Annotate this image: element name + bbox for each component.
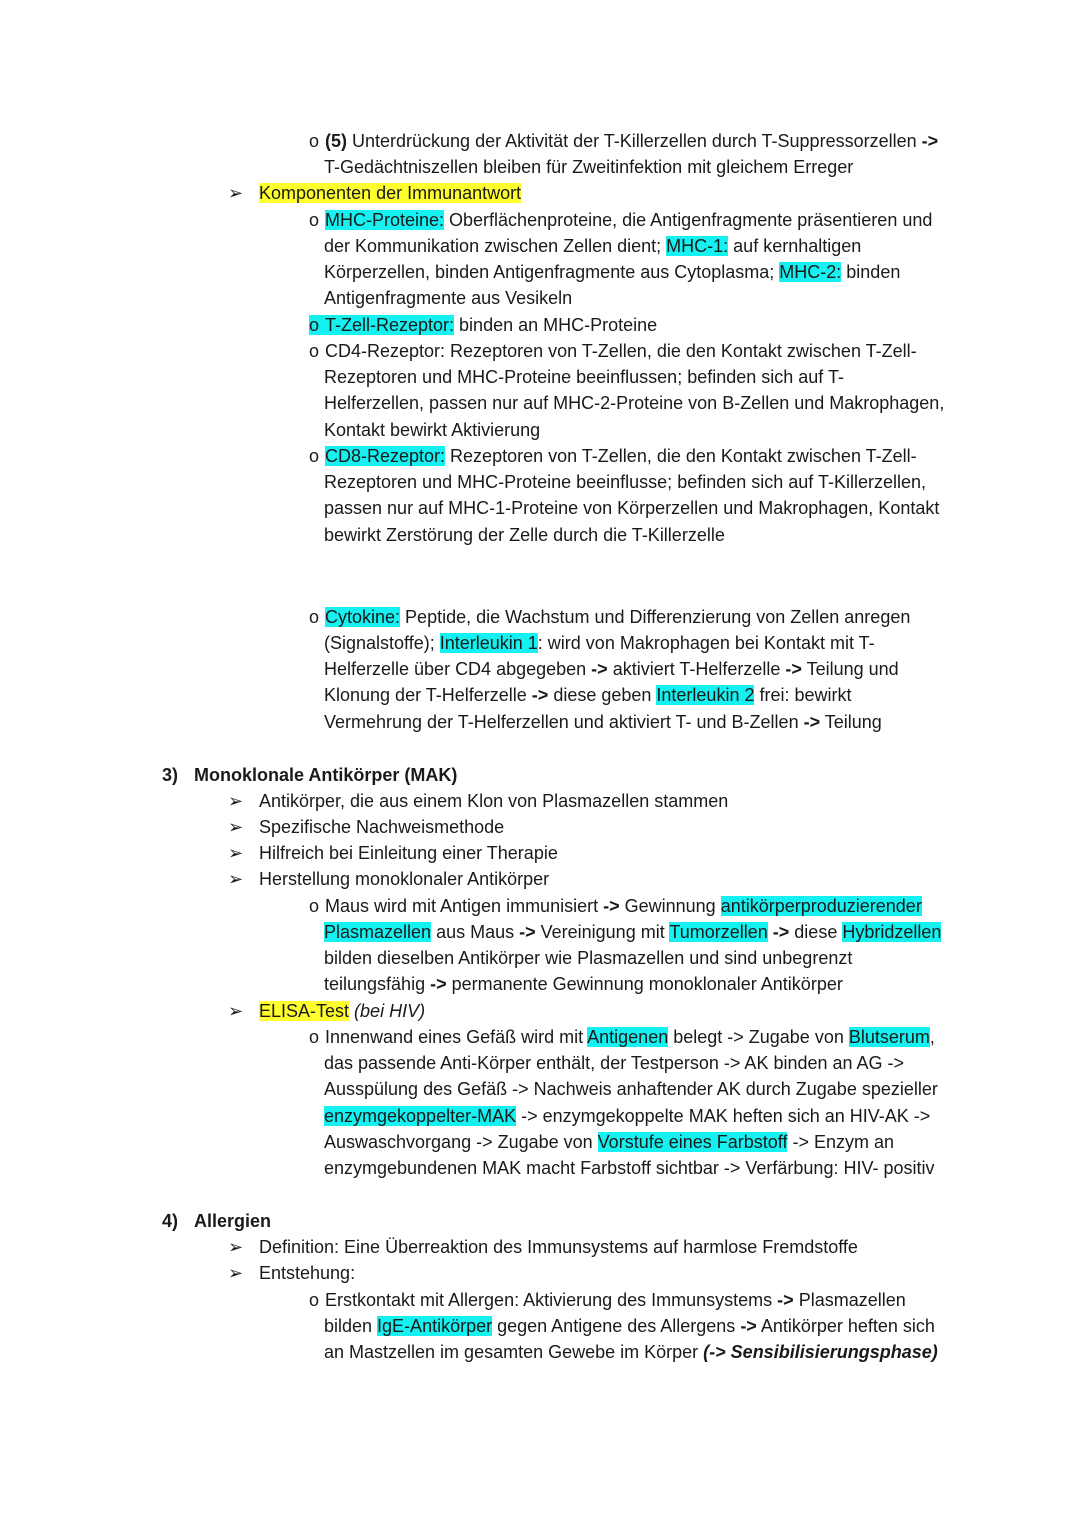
- tzell-term-highlight: [309, 315, 454, 335]
- tzell-text: binden an MHC-Proteine: [454, 315, 658, 335]
- erst-highlight: IgE-Antikörper: [377, 1316, 493, 1336]
- mhc-line1: [309, 207, 932, 233]
- elisa-subtitle: (bei HIV): [349, 1001, 426, 1021]
- maus-highlight: Hybridzellen: [842, 922, 942, 942]
- cytokine-text: Peptide, die Wachstum und Differenzierung von Zellen anregen: [400, 607, 911, 627]
- mhc-line3: [324, 259, 900, 285]
- interleukin1-term: Interleukin 1: [439, 633, 538, 653]
- erst-line3: [324, 1339, 938, 1365]
- elisa-highlight: Antigenen: [587, 1027, 669, 1047]
- cytokine-text: (Signalstoffe);: [324, 633, 440, 653]
- elisa-line6: enzymgebundenen MAK macht Farbstoff sichtbar -> Verfärbung: HIV- positiv: [324, 1158, 935, 1178]
- mhc-text: Körperzellen, binden Antigenfragmente aus Cytoplasma;: [324, 262, 780, 282]
- maus-highlight: antikörperproduzierender: [720, 896, 922, 916]
- step5-line1: [309, 128, 938, 154]
- elisa-text: Auswaschvorgang -> Zugabe von: [324, 1132, 598, 1152]
- interleukin2-term: Interleukin 2: [656, 685, 755, 705]
- elisa-text: -> enzymgekoppelte MAK heften sich an HIV-AK ->: [516, 1106, 931, 1126]
- cd8-line3: passen nur auf MHC-1-Proteine von Körperzellen und Makrophagen, Kontakt: [324, 498, 940, 518]
- arrow-bullet-icon: ➢: [228, 183, 244, 203]
- circle-bullet-icon: o: [309, 896, 320, 916]
- elisa-highlight: Blutserum: [848, 1027, 930, 1047]
- step5-line2: T-Gedächtniszellen bleiben für Zweitinfektion mit gleichem Erreger: [324, 157, 854, 177]
- mhc2-term: MHC-2:: [779, 262, 842, 282]
- erst-text: Erstkontakt mit Allergen: Aktivierung des Immunsystems: [325, 1290, 778, 1310]
- cytokine-term: Cytokine:: [325, 607, 401, 627]
- mhc-text: auf kernhaltigen: [728, 236, 862, 256]
- erst-text: an Mastzellen im gesamten Gewebe im Körper: [324, 1342, 704, 1362]
- circle-bullet-icon: o: [309, 131, 320, 151]
- erst-text: Antikörper heften sich: [756, 1316, 935, 1336]
- cytokine-text: Teilung: [820, 712, 882, 732]
- arrow-symbol: ->: [531, 685, 549, 705]
- maus-highlight: Plasmazellen: [324, 922, 432, 942]
- elisa-highlight: enzymgekoppelter-MAK: [324, 1106, 517, 1126]
- cytokine-line1: [309, 604, 910, 630]
- cd8-line2: Rezeptoren und MHC-Proteine beeinflusse; befinden sich auf T-Killerzellen,: [324, 472, 926, 492]
- arrow-bullet-icon: ➢: [228, 1263, 244, 1283]
- cd8-term: CD8-Rezeptor:: [325, 446, 446, 466]
- cytokine-text: frei: bewirkt: [754, 685, 852, 705]
- arrow-symbol: ->: [772, 922, 790, 942]
- erst-text: gegen Antigene des Allergens: [492, 1316, 741, 1336]
- circle-bullet-icon: o: [309, 341, 320, 361]
- erst-text: bilden: [324, 1316, 378, 1336]
- sensibilisierungsphase-label: (-> Sensibilisierungsphase): [703, 1342, 938, 1362]
- tzell-term: T-Zell-Rezeptor:: [325, 315, 455, 335]
- arrow-bullet-icon: ➢: [228, 869, 244, 889]
- circle-bullet-icon: o: [309, 1290, 320, 1310]
- maus-text: Vereinigung mit: [535, 922, 670, 942]
- arrow-bullet-icon: ➢: [228, 817, 244, 837]
- maus-highlight: Tumorzellen: [669, 922, 768, 942]
- circle-bullet-icon: o: [309, 210, 320, 230]
- section3-number: 3): [162, 765, 179, 785]
- arrow-symbol: ->: [921, 131, 939, 151]
- elisa-text: -> Enzym an: [787, 1132, 894, 1152]
- arrow-symbol: ->: [785, 659, 802, 679]
- arrow-symbol: ->: [803, 712, 821, 732]
- arrow-symbol: ->: [430, 974, 447, 994]
- maus-line1: [309, 893, 922, 919]
- elisa-title-text: ELISA-Test: [259, 1001, 350, 1021]
- maus-text: aus Maus: [431, 922, 520, 942]
- section4-number: 4): [162, 1211, 179, 1231]
- section3-bullet3: Hilfreich bei Einleitung einer Therapie: [259, 843, 558, 863]
- cytokine-text: Helferzelle über CD4 abgegeben: [324, 659, 592, 679]
- arrow-bullet-icon: ➢: [228, 791, 244, 811]
- maus-text: diese: [789, 922, 843, 942]
- maus-line4: [324, 971, 843, 997]
- maus-line3: bilden dieselben Antikörper wie Plasmazellen und sind unbegrenzt: [324, 948, 853, 968]
- elisa-text: ,: [929, 1027, 935, 1047]
- cd8-line1: [309, 443, 917, 469]
- section3-title: Monoklonale Antikörper (MAK): [194, 765, 458, 785]
- maus-text: Maus wird mit Antigen immunisiert: [325, 896, 604, 916]
- arrow-symbol: ->: [603, 896, 620, 916]
- maus-text: permanente Gewinnung monoklonaler Antikörper: [446, 974, 843, 994]
- circle-bullet-icon: o: [309, 1027, 320, 1047]
- cytokine-line5: [324, 709, 882, 735]
- maus-line2: [324, 919, 941, 945]
- section4-title: Allergien: [194, 1211, 272, 1231]
- cytokine-text: Klonung der T-Helferzelle: [324, 685, 532, 705]
- section3-bullet2: Spezifische Nachweismethode: [259, 817, 505, 837]
- elisa-title: [259, 998, 425, 1024]
- erst-line2: [324, 1313, 935, 1339]
- cytokine-line4: [324, 682, 852, 708]
- cd4-text: CD4-Rezeptor: Rezeptoren von T-Zellen, die den Kontakt zwischen T-Zell-: [325, 341, 917, 361]
- arrow-bullet-icon: ➢: [228, 1237, 244, 1257]
- elisa-line5: [324, 1129, 894, 1155]
- section4-bullet2: Entstehung:: [259, 1263, 356, 1283]
- mhc-line2: [324, 233, 861, 259]
- arrow-bullet-icon: ➢: [228, 1001, 244, 1021]
- mhc-text: der Kommunikation zwischen Zellen dient;: [324, 236, 667, 256]
- cytokine-line3: [324, 656, 899, 682]
- elisa-line1: [309, 1024, 935, 1050]
- section3-heading: [162, 762, 457, 788]
- section3-bullet4: Herstellung monoklonaler Antikörper: [259, 869, 550, 889]
- elisa-text: Innenwand eines Gefäß wird mit: [325, 1027, 588, 1047]
- elisa-line3: Ausspülung des Gefäß -> Nachweis anhaftender AK durch Zugabe spezieller: [324, 1079, 938, 1099]
- cytokine-text: diese geben: [548, 685, 657, 705]
- maus-text: teilungsfähig: [324, 974, 431, 994]
- circle-bullet-icon: o: [309, 446, 320, 466]
- elisa-line4: [324, 1103, 930, 1129]
- erst-line1: [309, 1287, 906, 1313]
- mhc-text: Oberflächenproteine, die Antigenfragmente präsentieren und: [444, 210, 933, 230]
- step5-text: Unterdrückung der Aktivität der T-Killerzellen durch T-Suppressorzellen: [347, 131, 922, 151]
- cd8-line4: bewirkt Zerstörung der Zelle durch die T-Killerzelle: [324, 525, 725, 545]
- elisa-highlight: Vorstufe eines Farbstoff: [597, 1132, 788, 1152]
- cd4-line4: Kontakt bewirkt Aktivierung: [324, 420, 541, 440]
- cytokine-text: aktiviert T-Helferzelle: [607, 659, 786, 679]
- erst-text: Plasmazellen: [793, 1290, 906, 1310]
- elisa-line2: das passende Anti-Körper enthält, der Testperson -> AK binden an AG ->: [324, 1053, 905, 1073]
- section3-bullet1: Antikörper, die aus einem Klon von Plasmazellen stammen: [259, 791, 729, 811]
- arrow-symbol: ->: [777, 1290, 794, 1310]
- circle-bullet-icon: o: [309, 607, 320, 627]
- mhc-line4: Antigenfragmente aus Vesikeln: [324, 288, 573, 308]
- circle-bullet-icon: o: [309, 315, 320, 335]
- arrow-symbol: ->: [740, 1316, 757, 1336]
- arrow-symbol: ->: [591, 659, 608, 679]
- komponenten-title-text: Komponenten der Immunantwort: [259, 183, 522, 203]
- mhc-term: MHC-Proteine:: [325, 210, 445, 230]
- arrow-bullet-icon: ➢: [228, 843, 244, 863]
- komponenten-title: [259, 180, 521, 206]
- cd4-line3: Helferzellen, passen nur auf MHC-2-Proteine von B-Zellen und Makrophagen,: [324, 393, 945, 413]
- cytokine-line2: [324, 630, 875, 656]
- mhc1-term: MHC-1:: [666, 236, 729, 256]
- cytokine-text: : wird von Makrophagen bei Kontakt mit T-: [537, 633, 875, 653]
- elisa-text: belegt -> Zugabe von: [668, 1027, 849, 1047]
- step5-label: (5): [325, 131, 347, 151]
- cd4-line2: Rezeptoren und MHC-Proteine beeinflussen; befinden sich auf T-: [324, 367, 844, 387]
- mhc-text: binden: [841, 262, 901, 282]
- cytokine-text: Vermehrung der T-Helferzellen und aktiviert T- und B-Zellen: [324, 712, 804, 732]
- cd4-line1: [309, 338, 917, 364]
- section4-heading: [162, 1208, 271, 1234]
- section4-bullet1: Definition: Eine Überreaktion des Immunsystems auf harmlose Fremdstoffe: [259, 1237, 858, 1257]
- arrow-symbol: ->: [519, 922, 536, 942]
- maus-text: Gewinnung: [619, 896, 721, 916]
- tzell-line: [309, 312, 657, 338]
- cytokine-text: Teilung und: [801, 659, 899, 679]
- cd8-text: Rezeptoren von T-Zellen, die den Kontakt zwischen T-Zell-: [445, 446, 917, 466]
